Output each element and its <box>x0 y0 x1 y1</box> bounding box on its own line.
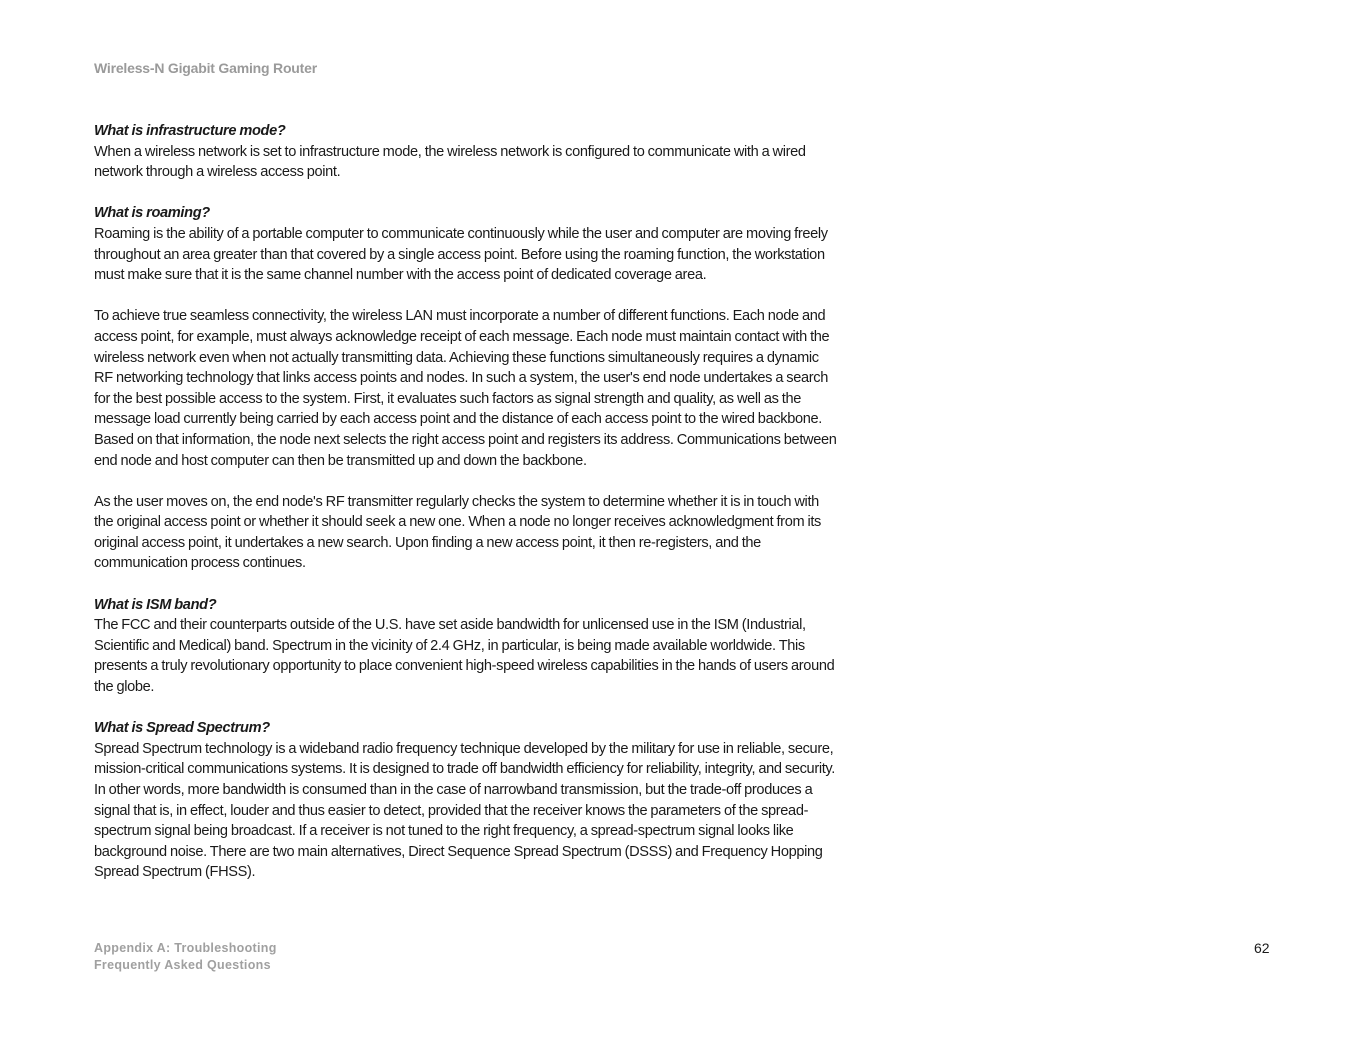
faq-answer-paragraph: The FCC and their counterparts outside of the U.S. have set aside bandwidth for unlicensed use in the ISM (Industrial, Scientific and Medical) band. Spectrum in the vicinity of 2.4 GHz, in particular, is being made available worldwide. This presents a truly revolutionary opportunity to place convenient high-speed wireless capabilities in the hands of users around the globe. <box>94 617 835 696</box>
footer-section-title: Frequently Asked Questions <box>94 958 271 972</box>
faq-section-spread-spectrum <box>94 718 839 883</box>
faq-section-roaming <box>94 203 839 574</box>
faq-answer-paragraph: To achieve true seamless connectivity, the wireless LAN must incorporate a number of different functions. Each node and access point, for example, must always acknowledge receipt of each message. Each node must maintain contact with the wireless network even when not actually transmitting data. Achieving these functions simultaneously requires a dynamic RF networking technology that links access points and nodes. In such a system, the user's end node undertakes a search for the best possible access to the system. First, it evaluates such factors as signal strength and quality, as well as the message load currently being carried by each access point and the distance of each access point to the wired backbone. Based on that information, the node next selects the right access point and registers its address. Communications between end node and host computer can then be transmitted up and down the backbone. <box>94 308 837 469</box>
section-spacer <box>94 698 839 719</box>
faq-question: What is infrastructure mode? <box>94 123 286 139</box>
paragraph-spacer <box>94 471 839 492</box>
faq-question: What is ISM band? <box>94 596 217 613</box>
section-spacer <box>94 183 839 204</box>
faq-question: What is roaming? <box>94 205 210 222</box>
faq-section-infrastructure-mode <box>94 121 839 183</box>
page-footer <box>94 940 277 974</box>
faq-answer-paragraph: As the user moves on, the end node's RF transmitter regularly checks the system to determine whether it is in touch with the original access point or whether it should seek a new one. When a node no longer receives acknowledgment from its original access point, it undertakes a new search. Upon finding a new access point, it then re-registers, and the communication process continues. <box>94 493 822 572</box>
faq-question: What is Spread Spectrum? <box>94 720 270 737</box>
page-number: 62 <box>1254 940 1270 956</box>
section-spacer <box>94 574 839 595</box>
faq-answer-paragraph: Roaming is the ability of a portable computer to communicate continuously while the user and computer are moving freely throughout an area greater than that covered by a single access point. Before using the roaming function, the workstation must make sure that it is the same channel number with the access point of dedicated coverage area. <box>94 225 828 284</box>
footer-appendix-title: Appendix A: Troubleshooting <box>94 941 277 955</box>
main-content <box>94 121 839 883</box>
paragraph-spacer <box>94 286 839 307</box>
page-header-title: Wireless-N Gigabit Gaming Router <box>94 60 317 76</box>
faq-answer-paragraph: When a wireless network is set to infrastructure mode, the wireless network is configured to communicate with a wired network through a wireless access point. <box>94 143 806 181</box>
faq-answer-paragraph: Spread Spectrum technology is a wideband radio frequency technique developed by the military for use in reliable, secure, mission-critical communications systems. It is designed to trade off bandwidth efficiency for reliability, integrity, and security. In other words, more bandwidth is consumed than in the case of narrowband transmission, but the trade-off produces a signal that is, in effect, louder and thus easier to detect, provided that the receiver knows the parameters of the spread-spectrum signal being broadcast. If a receiver is not tuned to the right frequency, a spread-spectrum signal looks like background noise. There are two main alternatives, Direct Sequence Spread Spectrum (DSSS) and Frequency Hopping Spread Spectrum (FHSS). <box>94 740 835 881</box>
faq-section-ism-band <box>94 595 839 698</box>
